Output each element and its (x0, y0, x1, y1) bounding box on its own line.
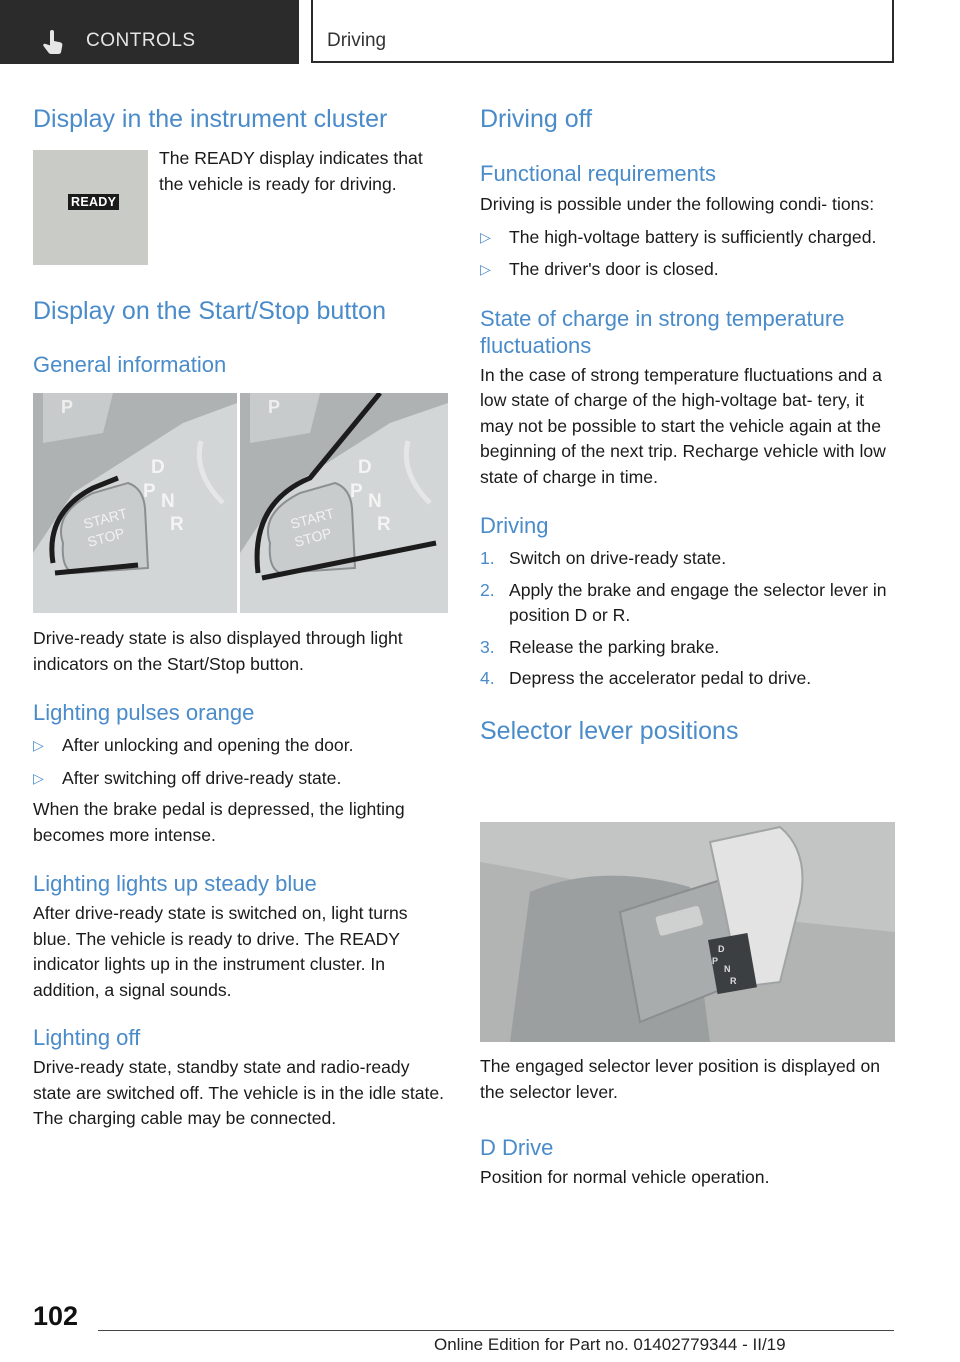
lever-label-p: P (712, 956, 719, 966)
list-item: 1. Switch on drive-ready state. (480, 548, 727, 568)
list-item: ▷ The high-voltage battery is sufficiently charged. (480, 225, 898, 251)
pulses-heading: Lighting pulses orange (33, 700, 255, 725)
right-lower (480, 1054, 898, 1191)
list-item: ▷ After switching off drive-ready state. (33, 766, 448, 792)
steady-text: After drive-ready state is switched on, light turns blue. The vehicle is ready to drive. The READY indicator lights up in the instrument cluster. In addition, a signal sounds. (33, 903, 408, 1000)
pointing-hand-icon (42, 30, 64, 59)
section-tab (0, 0, 299, 64)
steady-heading: Lighting lights up steady blue (33, 871, 317, 896)
gear-label-n: N (161, 491, 175, 512)
startstop-image-off (33, 393, 237, 613)
button-label-1: START (288, 504, 336, 532)
gear-label-d: D (151, 457, 165, 478)
lever-label-d: D (718, 944, 725, 954)
drive-ready-text: Drive-ready state is also displayed through light indicators on the Start/Stop button. (33, 628, 403, 674)
svg-text:P: P (61, 397, 74, 417)
selector-text: The engaged selector lever position is displayed on the selector lever. (480, 1056, 881, 1102)
startstop-image-on (240, 393, 448, 613)
ready-badge: READY (68, 194, 119, 210)
gear-label-d: D (358, 457, 372, 478)
driving-heading: Driving (480, 513, 549, 538)
button-label-2: STOP (85, 524, 127, 550)
edition-text: Online Edition for Part no. 01402779344 - II/19 (434, 1335, 786, 1354)
pulses-text: When the brake pedal is depressed, the lighting becomes more intense. (33, 799, 405, 845)
chapter-tab (311, 0, 894, 63)
lever-label-r: R (730, 976, 737, 986)
off-heading: Lighting off (33, 1025, 141, 1050)
display-cluster-heading: Display in the instrument cluster (33, 105, 388, 133)
page-number: 102 (33, 1301, 79, 1331)
soc-heading: State of charge in strong temperature fluctuations (480, 305, 845, 358)
triangle-right-icon: ▷ (33, 737, 44, 753)
startstop-heading: Display on the Start/Stop button (33, 297, 386, 325)
d-drive-text: Position for normal vehicle operation. (480, 1167, 770, 1187)
list-item: 4. Depress the accelerator pedal to drive. (480, 668, 812, 688)
lever-label-n: N (724, 964, 731, 974)
selector-lever-image (480, 822, 895, 1042)
button-label-1: START (81, 504, 129, 532)
right-column (480, 104, 898, 746)
off-text: Drive-ready state, standby state and radio-ready state are switched off. The vehicle is in the idle state. The charging cable may be connected. (33, 1057, 445, 1128)
gear-label-r: R (170, 514, 184, 535)
list-item: ▷ The driver's door is closed. (480, 257, 898, 283)
triangle-right-icon: ▷ (33, 769, 44, 786)
ready-text: The READY display indicates that the vehicle is ready for driving. (159, 148, 423, 194)
left-column (33, 104, 448, 134)
soc-text: In the case of strong temperature fluctuations and a low state of charge of the high-voltage bat- tery, it may not be possible to start the vehicle again at the beginning of the next trip. Recharge vehicle with low state of charge in time. (480, 364, 886, 487)
general-info-heading: General information (33, 352, 227, 377)
svg-text:P: P (268, 397, 281, 417)
d-drive-heading: D Drive (480, 1135, 554, 1160)
gear-label-p: P (350, 481, 363, 502)
list-item: ▷ After unlocking and opening the door. (33, 733, 448, 759)
button-label-2: STOP (292, 524, 334, 550)
selector-heading: Selector lever positions (480, 716, 739, 745)
section-label: CONTROLS (86, 30, 196, 51)
func-req-heading: Functional requirements (480, 161, 717, 186)
list-item: 3. Release the parking brake. (480, 636, 720, 657)
list-item: 2. Apply the brake and engage the selector lever in position D or R. (480, 579, 887, 625)
gear-label-p: P (143, 481, 156, 502)
footer-divider (98, 1330, 894, 1331)
func-req-text: Driving is possible under the following condi- tions: (480, 194, 875, 214)
left-lower (33, 626, 448, 1132)
gear-label-r: R (377, 514, 391, 535)
driving-off-heading: Driving off (480, 105, 593, 133)
triangle-right-icon: ▷ (480, 228, 491, 245)
triangle-right-icon: ▷ (480, 261, 491, 277)
chapter-title: Driving (327, 30, 387, 51)
gear-label-n: N (368, 491, 382, 512)
ready-display-image (33, 150, 148, 265)
